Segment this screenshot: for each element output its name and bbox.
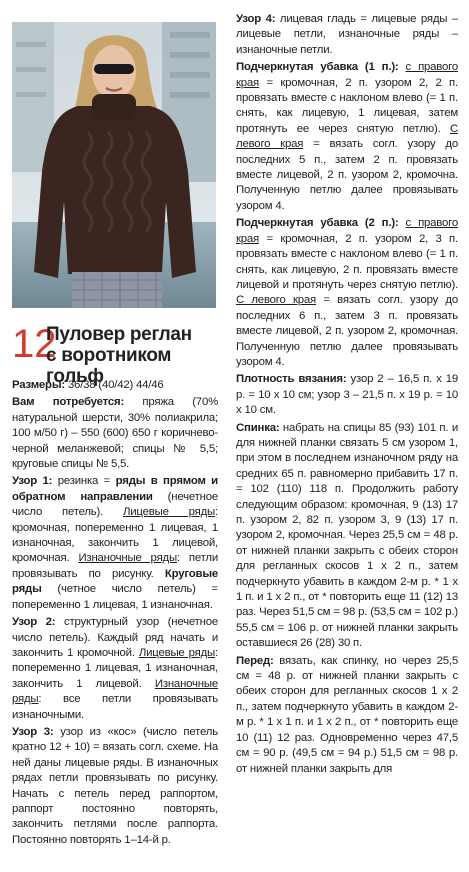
pattern-4-paragraph: Узор 4: лицевая гладь = лицевые ряды – лицевые петли, изнаночные ряды – изнаночные петли. bbox=[236, 13, 458, 56]
left-column bbox=[12, 378, 218, 850]
right-column bbox=[236, 12, 458, 779]
title-line-2: с воротником гольф bbox=[46, 345, 172, 387]
title-line-1: Пуловер реглан bbox=[46, 324, 192, 345]
materials-paragraph: Вам потребуется: пряжа (70% натуральной шерсти, 30% полиакрила; 100 м/50 г) – 550 (600) 650 г коричнево-черной меланжевой; спицы № 5,5; круговые спицы № 5,5. bbox=[12, 396, 219, 471]
model-photo bbox=[12, 22, 216, 308]
pattern-3-paragraph: Узор 3: узор из «кос» (число петель кратно 12 + 10) = вязать согл. схеме. На ней даны лицевые ряды. В изнаночных рядах петли провязывать по рисунку. Начать с петель перед раппортом, раппорт постоянно повторять, закончить петлями после раппорта. Постоянно повторять 1–14-й р. bbox=[12, 725, 218, 846]
sizes-paragraph: Размеры: 36/38 (40/42) 44/46 bbox=[12, 379, 164, 391]
back-paragraph: Спинка: набрать на спицы 85 (93) 101 п. и для нижней планки связать 5 см узором 1, при этом в последнем изнаночном ряду на средних 65 п. равномерно прибавить 17 п. = 102 (110) 118 п. Продолжить работу следующим образом: кромочная, 9 (13) 17 п. узором 2, 82 п. узором 3, 9 (13) 17 п. узором 2, кромочная. Через 25,5 см = 48 р. от нижней планки закрыть с обеих сторон для регланных скосов 1 х 2 п., затем подчеркнуто убавить в каждом 2-м р. * 1 х 1 п. и 1 х 2 п., от * повторить еще 11 (12) 13 раз. Через 51,5 см = 98 р. (53,5 см = 102 р.) 55,5 см = 106 р. от нижней планки закрыть оставшиеся 26 (28) 30 п. bbox=[236, 421, 458, 650]
front-paragraph: Перед: вязать, как спинку, но через 25,5 см = 48 р. от нижней планки закрыть с обеих сторон для регланных скосов 1 х 2 п., затем подчеркнуто убавить в каждом 2-м р. * 1 х 1 п. и 1 х 2 п., от * повторить еще 10 (11) 12 раз. Одновременно через 47,5 см = 90 р. (49,5 см = 94 р.) 51,5 см = 98 р. от нижней планки закрыть для bbox=[236, 654, 458, 775]
pattern-2-paragraph: Узор 2: структурный узор (нечетное число петель). Каждый ряд начать и закончить 1 кромочной. Лицевые ряды: попеременно 1 лицевая, 1 изнаночная, закончить 1 лицевой. Изнаночные ряды: все петли провязывать изнаночными. bbox=[12, 616, 218, 721]
pattern-number: 12 bbox=[12, 322, 57, 366]
decrease-2-paragraph: Подчеркнутая убавка (2 п.): с правого края = кромочная, 2 п. узором 2, 3 п. провязать вместе с наклоном влево (= 1 п. снять, как лицевую, 2 п. провязать вместе лицевой и протянуть через снятую петлю). С левого края = вязать согл. узору до последних 6 п., затем 3 п. провязать вместе лицевой, 2 п. узором 2, кромочная. Полученную петлю далее провязывать узором 4. bbox=[236, 217, 458, 368]
decrease-1-paragraph: Подчеркнутая убавка (1 п.): с правого края = кромочная, 2 п. узором 2, 2 п. провязать вместе с наклоном влево (= 1 п. снять, как лицевую, 1 лицевая, затем протянуть ее через снятую петлю). С левого края = вязать согл. узору до последних 5 п., затем 2 п. провязать вместе лицевой, 2 п. узором 2, кромочна. Полученную петлю далее провязывать узором 4. bbox=[236, 61, 458, 212]
density-paragraph: Плотность вязания: узор 2 – 16,5 п. х 19 р. = 10 х 10 см; узор 3 – 21,5 п. х 19 р. = 10 х 10 см. bbox=[236, 373, 458, 417]
pattern-1-paragraph: Узор 1: резинка = ряды в прямом и обратном направлении (нечетное число петель). Лицевые ряды: кромочная, попеременно 1 лицевая, 1 изнаночная, закончить 1 лицевой, кромочная. Изнаночные ряды: петли провязывать по рисунку. Круговые ряды (четное число петель) = попеременно 1 лицевая, 1 изнаночная. bbox=[12, 475, 218, 611]
